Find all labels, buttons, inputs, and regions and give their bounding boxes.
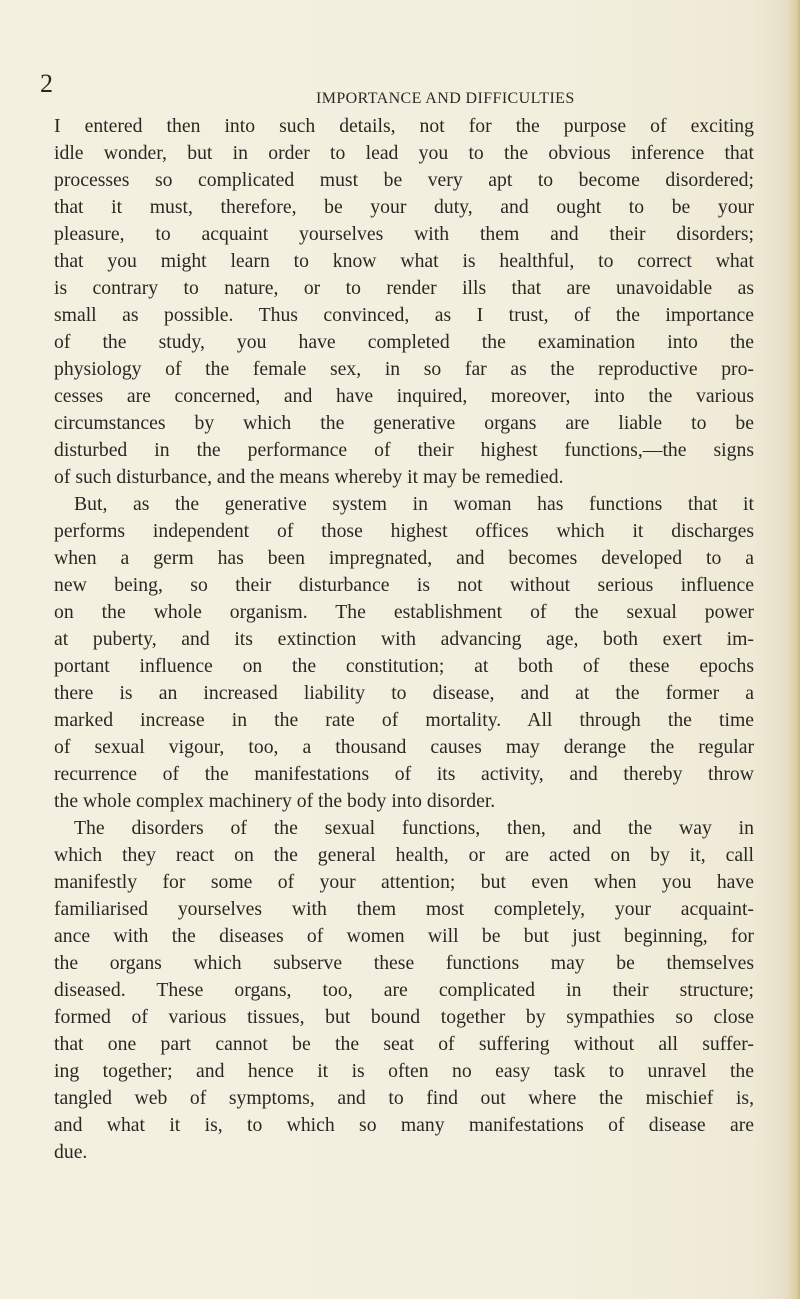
text-line: due. bbox=[54, 1141, 88, 1163]
text-line: and what it is, to which so many manifestations of disease are bbox=[54, 1114, 754, 1136]
text-line: the organs which subserve these functions may be themselves bbox=[54, 952, 754, 974]
text-line: processes so complicated must be very apt to become disordered; bbox=[54, 169, 754, 191]
text-line: physiology of the female sex, in so far as the reproductive pro- bbox=[54, 358, 754, 380]
text-line: ance with the diseases of women will be but just beginning, for bbox=[54, 925, 754, 947]
text-line: on the whole organism. The establishment of the sexual power bbox=[54, 601, 754, 623]
text-line: performs independent of those highest offices which it discharges bbox=[54, 520, 754, 542]
text-line: familiarised yourselves with them most completely, your acquaint- bbox=[54, 898, 754, 920]
running-head: IMPORTANCE AND DIFFICULTIES bbox=[316, 90, 575, 107]
text-line: of the study, you have completed the examination into the bbox=[54, 331, 754, 353]
text-line: disturbed in the performance of their highest functions,—the signs bbox=[54, 439, 754, 461]
text-line: is contrary to nature, or to render ills that are unavoidable as bbox=[54, 277, 754, 299]
text-line: which they react on the general health, or are acted on by it, call bbox=[54, 844, 754, 866]
text-line: formed of various tissues, but bound together by sympathies so close bbox=[54, 1006, 754, 1028]
text-line: ing together; and hence it is often no easy task to unravel the bbox=[54, 1060, 754, 1082]
text-line: the whole complex machinery of the body into disorder. bbox=[54, 790, 496, 812]
text-line: marked increase in the rate of mortality. All through the time bbox=[54, 709, 754, 731]
text-line: manifestly for some of your attention; but even when you have bbox=[54, 871, 754, 893]
text-line: portant influence on the constitution; at both of these epochs bbox=[54, 655, 754, 677]
text-line: of sexual vigour, too, a thousand causes may derange the regular bbox=[54, 736, 754, 758]
text-line: there is an increased liability to disease, and at the former a bbox=[54, 682, 754, 704]
text-line: I entered then into such details, not for the purpose of exciting bbox=[54, 115, 754, 137]
text-line: recurrence of the manifestations of its activity, and thereby throw bbox=[54, 763, 754, 785]
text-line: tangled web of symptoms, and to find out where the mischief is, bbox=[54, 1087, 754, 1109]
text-line: at puberty, and its extinction with advancing age, both exert im- bbox=[54, 628, 754, 650]
text-line: pleasure, to acquaint yourselves with them and their disorders; bbox=[54, 223, 754, 245]
text-line: cesses are concerned, and have inquired, moreover, into the various bbox=[54, 385, 754, 407]
text-line: new being, so their disturbance is not without serious influence bbox=[54, 574, 754, 596]
text-line: of such disturbance, and the means whereby it may be remedied. bbox=[54, 466, 564, 488]
page-edge-shadow bbox=[786, 0, 800, 1299]
text-line: small as possible. Thus convinced, as I trust, of the importance bbox=[54, 304, 754, 326]
body-text bbox=[54, 113, 754, 1166]
text-line: that one part cannot be the seat of suffering without all suffer- bbox=[54, 1033, 754, 1055]
text-line: that you might learn to know what is healthful, to correct what bbox=[54, 250, 754, 272]
text-line: The disorders of the sexual functions, then, and the way in bbox=[74, 817, 754, 839]
text-line: when a germ has been impregnated, and becomes developed to a bbox=[54, 547, 754, 569]
text-line: But, as the generative system in woman has functions that it bbox=[74, 493, 754, 515]
text-line: that it must, therefore, be your duty, and ought to be your bbox=[54, 196, 754, 218]
text-line: idle wonder, but in order to lead you to the obvious inference that bbox=[54, 142, 754, 164]
text-line: circumstances by which the generative organs are liable to be bbox=[54, 412, 754, 434]
text-line: diseased. These organs, too, are complicated in their structure; bbox=[54, 979, 754, 1001]
page-number: 2 bbox=[40, 69, 53, 98]
